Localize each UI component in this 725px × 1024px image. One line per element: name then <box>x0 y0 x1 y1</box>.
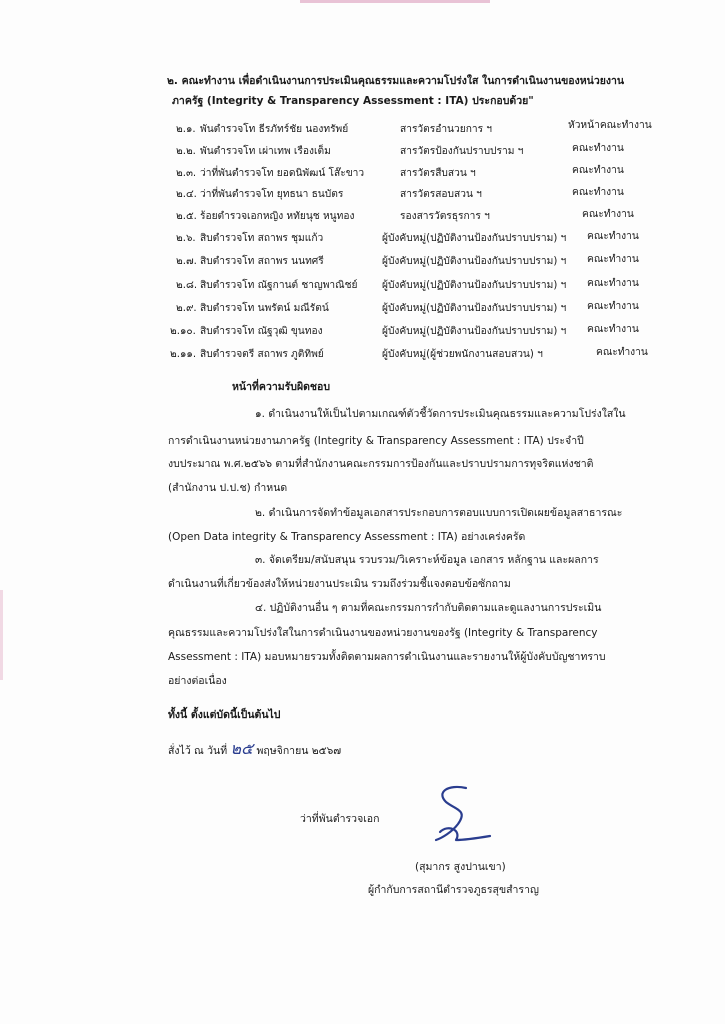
member-role: คณะทำงาน <box>572 187 624 198</box>
member-number: ๒.๒. <box>176 146 196 157</box>
member-position: สารวัตรสืบสวน ฯ <box>400 168 476 179</box>
duty-3-line1: ๓. จัดเตรียม/สนับสนุน รวบรวม/วิเคราะห์ข้อมูล เอกสาร หลักฐาน และผลการ <box>255 554 599 566</box>
signer-name: (สุมากร สูงปานเขา) <box>415 861 506 873</box>
member-position: ผู้บังคับหมู่(ผู้ช่วยพนักงานสอบสวน) ฯ <box>382 349 543 360</box>
duty-1-line4: (สำนักงาน ป.ป.ช) กำหนด <box>168 482 288 494</box>
duty-2-line1: ๒. ดำเนินการจัดทำข้อมูลเอกสารประกอบการตอบแบบการเปิดเผยข้อมูลสาธารณะ <box>255 507 623 519</box>
handwritten-signature <box>418 780 498 860</box>
signer-title: ผู้กำกับการสถานีตำรวจภูธรสุขสำราญ <box>368 884 539 896</box>
member-role: คณะทำงาน <box>582 209 634 220</box>
member-name: ร้อยตำรวจเอกหญิง หทัยนุช หนูทอง <box>200 211 355 222</box>
member-name: สิบตำรวจโท นพรัตน์ มณีรัตน์ <box>200 303 329 314</box>
member-role: คณะทำงาน <box>587 324 639 335</box>
member-position: ผู้บังคับหมู่(ปฏิบัติงานป้องกันปราบปราม) ฯ <box>382 280 567 291</box>
member-role: คณะทำงาน <box>587 278 639 289</box>
duty-4-line4: อย่างต่อเนื่อง <box>168 675 227 687</box>
committee-heading-line1: ๒. คณะทำงาน เพื่อดำเนินงานการประเมินคุณธรรมและความโปร่งใส ในการดำเนินงานของหน่วยงาน <box>167 75 625 87</box>
duty-2-line2: (Open Data integrity & Transparency Assessment : ITA) อย่างเคร่งครัด <box>168 531 526 543</box>
member-name: สิบตำรวจโท ณัฐวุฒิ ขุนทอง <box>200 326 323 337</box>
duty-3-line2: ดำเนินงานที่เกี่ยวข้องส่งให้หน่วยงานประเมิน รวมถึงร่วมชี้แจงตอบข้อซักถาม <box>168 578 511 590</box>
member-number: ๒.๘. <box>176 280 198 291</box>
member-number: ๒.๗. <box>176 256 197 267</box>
effective-statement: ทั้งนี้ ตั้งแต่บัดนี้เป็นต้นไป <box>168 709 281 721</box>
member-position: สารวัตรสอบสวน ฯ <box>400 189 482 200</box>
member-name: พันตำรวจโท ธีรภัทร์ชัย นองทรัพย์ <box>200 124 349 135</box>
member-position: ผู้บังคับหมู่(ปฏิบัติงานป้องกันปราบปราม) ฯ <box>382 233 567 244</box>
member-position: ผู้บังคับหมู่(ปฏิบัติงานป้องกันปราบปราม) ฯ <box>382 256 567 267</box>
duty-1-line2: การดำเนินงานหน่วยงานภาครัฐ (Integrity & Transparency Assessment : ITA) ประจำปี <box>168 435 584 447</box>
member-name: สิบตำรวจตรี สถาพร ภูติทิพย์ <box>200 349 324 360</box>
member-role: หัวหน้าคณะทำงาน <box>568 120 652 131</box>
top-edge-mark <box>300 0 490 3</box>
order-date-day: ๒๕ <box>230 739 254 758</box>
order-date-prefix: สั่งไว้ ณ วันที่ <box>168 745 228 757</box>
member-role: คณะทำงาน <box>587 231 639 242</box>
side-edge-mark <box>0 590 3 680</box>
member-number: ๒.๔. <box>176 189 197 200</box>
duty-4-line2: คุณธรรมและความโปร่งใสในการดำเนินงานของหน่วยงานของรัฐ (Integrity & Transparency <box>168 627 598 639</box>
member-name: ว่าที่พันตำรวจโท ยอดนิพัฒน์ โส๊ะขาว <box>200 168 365 179</box>
duties-title: หน้าที่ความรับผิดชอบ <box>232 381 331 393</box>
member-position: ผู้บังคับหมู่(ปฏิบัติงานป้องกันปราบปราม) ฯ <box>382 303 567 314</box>
member-position: สารวัตรป้องกันปราบปราม ฯ <box>400 146 524 157</box>
member-role: คณะทำงาน <box>587 301 639 312</box>
member-role: คณะทำงาน <box>596 347 648 358</box>
member-position: ผู้บังคับหมู่(ปฏิบัติงานป้องกันปราบปราม) ฯ <box>382 326 567 337</box>
member-role: คณะทำงาน <box>572 165 624 176</box>
member-number: ๒.๑๑. <box>170 349 197 360</box>
duty-1-line3: งบประมาณ พ.ศ.๒๕๖๖ ตามที่สำนักงานคณะกรรมการป้องกันและปราบปรามการทุจริตแห่งชาติ <box>168 458 594 470</box>
member-number: ๒.๓. <box>176 168 197 179</box>
member-name: ว่าที่พันตำรวจโท ยุทธนา ธนบัตร <box>200 189 344 200</box>
signer-rank: ว่าที่พันตำรวจเอก <box>300 813 380 825</box>
member-name: สิบตำรวจโท ณัฐกานต์ ชาญพาณิชย์ <box>200 280 358 291</box>
order-date <box>168 739 342 758</box>
duty-1-line1: ๑. ดำเนินงานให้เป็นไปตามเกณฑ์ตัวชี้วัดการประเมินคุณธรรมและความโปร่งใสใน <box>255 408 626 420</box>
member-number: ๒.๙. <box>176 303 197 314</box>
member-name: สิบตำรวจโท สถาพร ชุมแก้ว <box>200 233 324 244</box>
member-role: คณะทำงาน <box>572 143 624 154</box>
member-position: รองสารวัตรธุรการ ฯ <box>400 211 490 222</box>
duty-4-line1: ๔. ปฏิบัติงานอื่น ๆ ตามที่คณะกรรมการกำกับติดตามและดูแลงานการประเมิน <box>255 602 602 614</box>
order-date-month-year: พฤษจิกายน ๒๕๖๗ <box>256 745 342 757</box>
member-name: พันตำรวจโท เผ่าเทพ เรืองเต็ม <box>200 146 331 157</box>
member-position: สารวัตรอำนวยการ ฯ <box>400 124 493 135</box>
committee-heading-line2: ภาครัฐ (Integrity & Transparency Assessment : ITA) ประกอบด้วย" <box>172 95 534 107</box>
member-name: สิบตำรวจโท สถาพร นนทศรี <box>200 256 324 267</box>
member-number: ๒.๑๐. <box>170 326 196 337</box>
member-number: ๒.๕. <box>176 211 197 222</box>
member-role: คณะทำงาน <box>587 254 639 265</box>
duty-4-line3: Assessment : ITA) มอบหมายรวมทั้งติดตามผลการดำเนินงานและรายงานให้ผู้บังคับบัญชาทราบ <box>168 651 606 663</box>
member-number: ๒.๖. <box>176 233 196 244</box>
member-number: ๒.๑. <box>176 124 196 135</box>
